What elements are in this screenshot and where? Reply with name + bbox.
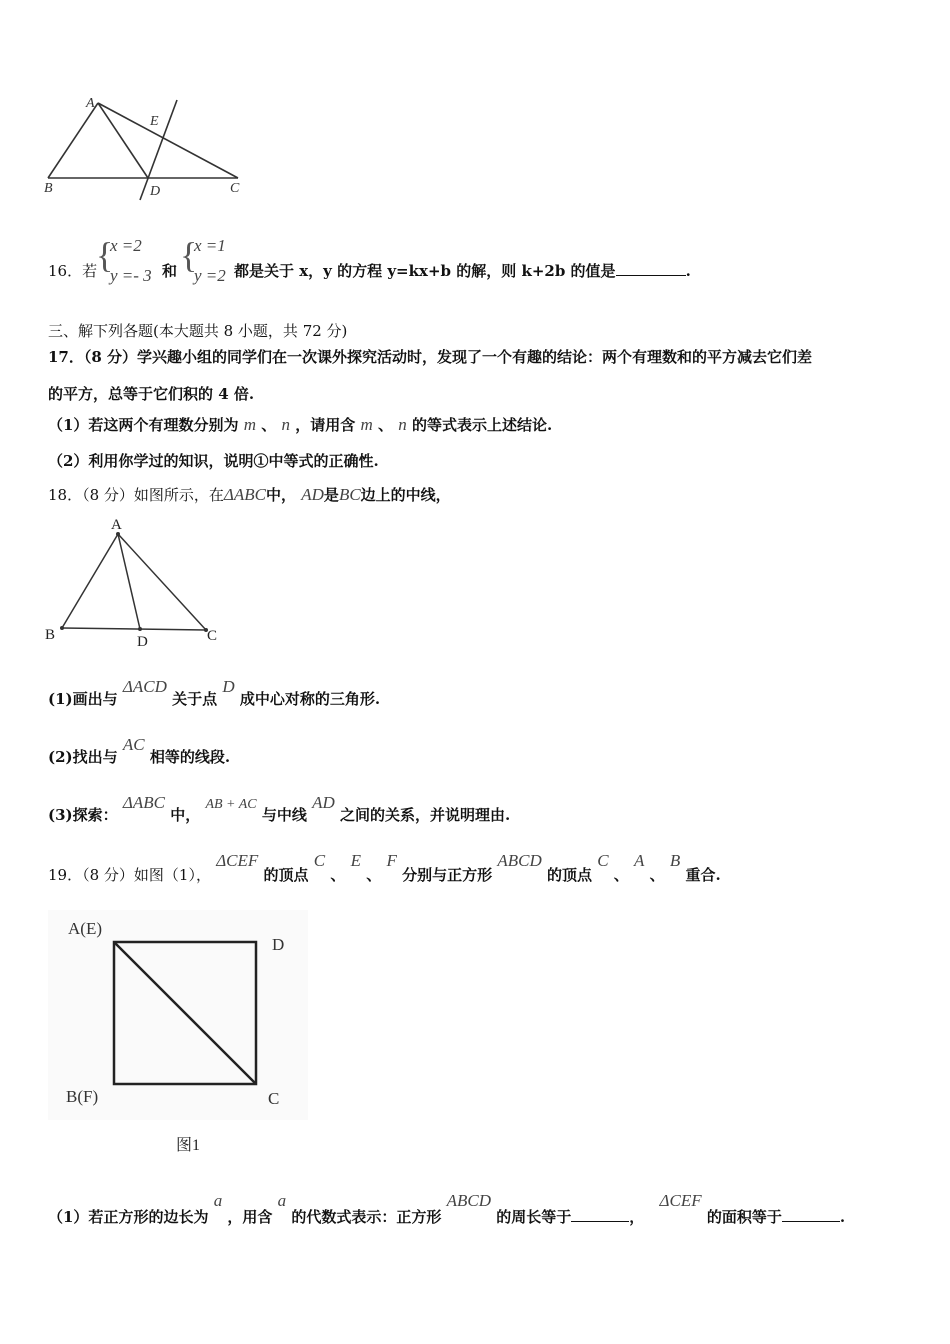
answer-blank[interactable]: [616, 261, 686, 276]
perimeter-blank[interactable]: [571, 1207, 629, 1222]
q19-p1-text-c: 的代数式表示：正方形: [291, 1208, 442, 1226]
label-d: D: [272, 935, 285, 954]
label-b: B: [44, 181, 53, 196]
var-m: m: [243, 415, 256, 434]
area-blank[interactable]: [782, 1207, 840, 1222]
point-e: E: [350, 851, 361, 870]
q18-s3-text-b: 中，: [170, 806, 201, 824]
q17-part2: （2）利用你学过的知识，说明①中等式的正确性.: [48, 452, 379, 470]
q18-text-b: 中，: [266, 486, 297, 504]
square-abcd: ABCD: [497, 851, 542, 870]
sep: 、: [649, 866, 665, 884]
point-a: A: [634, 851, 645, 870]
seg-ad: AD: [312, 793, 335, 812]
label-a-e: A(E): [68, 919, 102, 938]
label-e: E: [150, 114, 159, 129]
tri-cef: ΔCEF: [216, 851, 259, 870]
label-d: D: [137, 634, 148, 649]
q18-text-c: 是: [323, 486, 339, 504]
section-3-title: 三、解下列各题(本大题共 8 小题，共 72 分): [48, 322, 348, 340]
q18-s3-text-d: 之间的关系，并说明理由.: [340, 806, 511, 824]
q17-line2: 的平方，总等于它们积的 4 倍.: [48, 385, 255, 403]
var-m: m: [360, 415, 373, 434]
q18-s1-text-c: 成中心对称的三角形.: [239, 690, 381, 708]
q16-sys1-line1: x =2: [110, 236, 142, 255]
sep: 、: [330, 866, 346, 884]
sep: 、: [377, 416, 393, 434]
q19-p1-text-f: 的面积等于: [706, 1208, 782, 1226]
sep: 、: [613, 866, 629, 884]
tri-acd: ΔACD: [122, 677, 167, 696]
q16-sys2-line1: x =1: [194, 236, 226, 255]
sep: 、: [261, 416, 277, 434]
point-b: B: [669, 851, 681, 870]
q17-p1-text: （1）若这两个有理数分别为: [48, 416, 239, 434]
q19-part1: [48, 1192, 845, 1226]
q18-sub2: [48, 735, 231, 768]
q18-sub1: [48, 677, 381, 710]
brace-1: {: [96, 235, 114, 275]
label-c: C: [230, 181, 240, 196]
q16-end: .: [685, 262, 691, 280]
q16-sys1-line2: y =- 3: [110, 266, 152, 285]
q16-number: 16．若: [48, 262, 98, 280]
q16-text: 都是关于 x，y 的方程 y=kx+b 的解，则 k+2b 的值是: [234, 262, 616, 280]
q19-p1-text-b: ，用含: [227, 1208, 273, 1226]
point-c: C: [313, 851, 326, 870]
point-c: C: [597, 851, 609, 870]
point-f: F: [386, 851, 397, 870]
q19-text-a: 19．（8 分）如图（1），: [48, 866, 211, 884]
tri-cef: ΔCEF: [659, 1191, 702, 1210]
q18-s1-text-a: (1)画出与: [48, 690, 118, 708]
square-abcd: ABCD: [446, 1191, 492, 1210]
tri-abc: ΔABC: [122, 793, 165, 812]
figure-square-abcd: [48, 910, 308, 1170]
label-b-f: B(F): [66, 1087, 99, 1106]
q18-header: [48, 484, 451, 505]
var-n: n: [398, 415, 407, 434]
label-a: A: [111, 517, 122, 533]
var-a: a: [277, 1191, 287, 1210]
point-d: D: [222, 677, 235, 696]
var-n: n: [281, 415, 290, 434]
q19-p1-text-d: 的周长等于: [496, 1208, 572, 1226]
q19-p1-text-e: ，: [629, 1208, 645, 1226]
figure-triangle-abc-median: [40, 514, 230, 649]
q18-sub3: [48, 793, 511, 826]
q17-p1-text-b: ，请用含: [295, 416, 356, 434]
q19-text-e: 重合.: [685, 866, 721, 884]
q18-s3-text-a: (3)探索：: [48, 806, 118, 824]
label-d: D: [150, 184, 161, 199]
q19-p1-text-a: （1）若正方形的边长为: [48, 1208, 209, 1226]
q19-text-b: 的顶点: [263, 866, 309, 884]
sep: 、: [366, 866, 382, 884]
q19-text-c: 分别与正方形: [402, 866, 493, 884]
label-b: B: [45, 627, 56, 643]
seg-ad: AD: [301, 485, 324, 504]
q19-header: [48, 852, 721, 884]
q17-part1: [48, 414, 552, 435]
q16-sys2-line2: y =2: [194, 266, 226, 285]
q19-text-d: 的顶点: [546, 866, 592, 884]
seg-ac: AC: [122, 735, 145, 754]
tri-abc: ΔABC: [223, 485, 266, 504]
brace-2: {: [180, 235, 198, 275]
var-a: a: [213, 1191, 223, 1210]
q18-s1-text-b: 关于点: [172, 690, 218, 708]
q18-text-a: 18．（8 分）如图所示，在: [48, 486, 224, 504]
q19-p1-text-g: .: [839, 1208, 846, 1226]
q17-line1: 17．（8 分）学兴趣小组的同学们在一次课外探究活动时，发现了一个有趣的结论：两个有理数和的平方减去它们差: [48, 348, 813, 366]
q16-and: 和: [162, 262, 178, 280]
label-a: A: [86, 96, 95, 111]
q18-s2-text-b: 相等的线段.: [149, 748, 231, 766]
label-c: C: [207, 628, 218, 644]
q18-s3-text-c: 与中线: [261, 806, 307, 824]
label-c: C: [268, 1089, 280, 1108]
expr-ab-plus-ac: AB + AC: [205, 797, 257, 812]
figure-triangle-ade: [40, 95, 260, 205]
q18-s2-text-a: (2)找出与: [48, 748, 118, 766]
q17-p1-text-c: 的等式表示上述结论.: [411, 416, 553, 434]
figure-caption: 图1: [176, 1137, 201, 1154]
seg-bc: BC: [338, 485, 361, 504]
q18-text-d: 边上的中线，: [360, 486, 451, 504]
